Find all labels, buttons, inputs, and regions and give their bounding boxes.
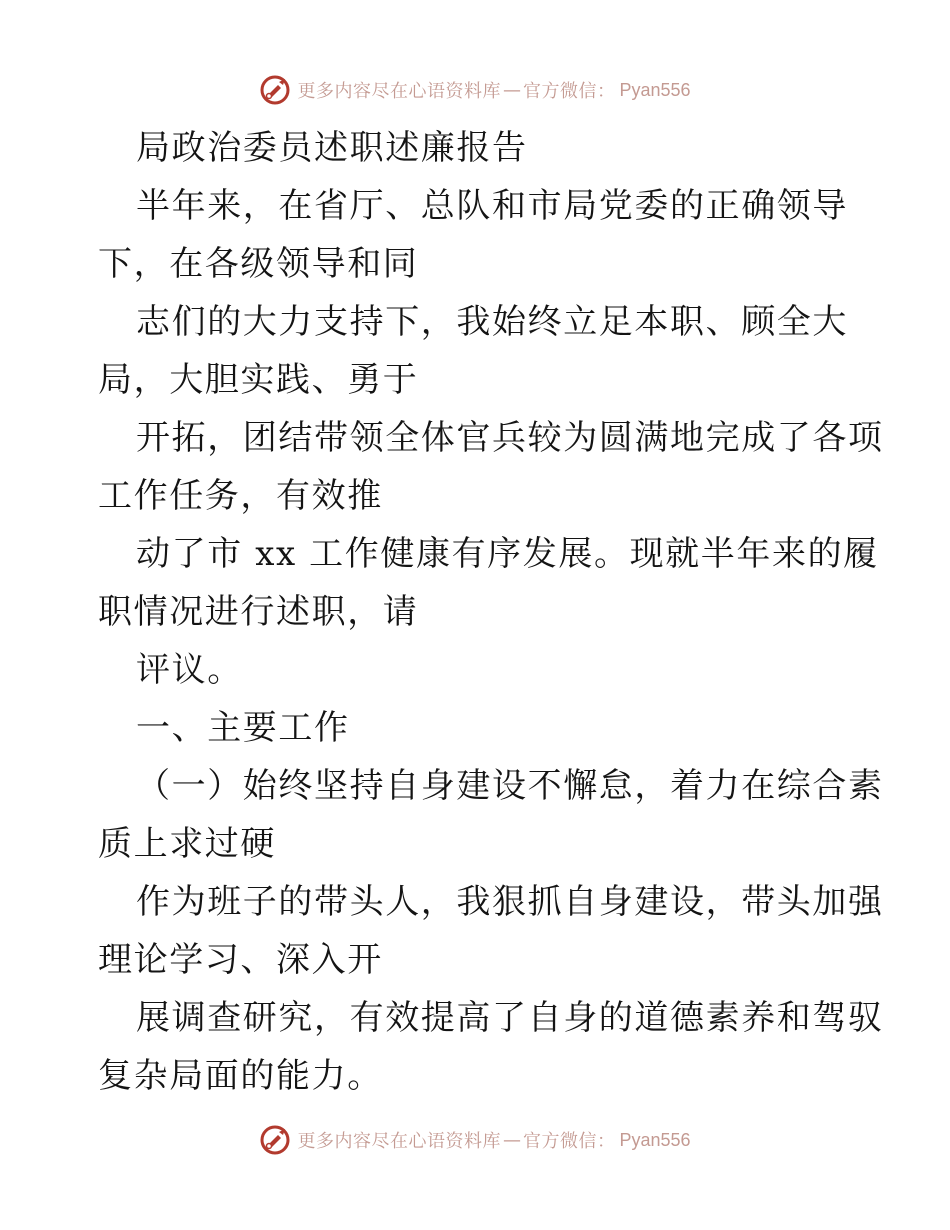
paragraph-line: 职情况进行述职，请 xyxy=(98,592,419,632)
paragraph-line: 开拓，团结带领全体官兵较为圆满地完成了各项 xyxy=(136,418,884,458)
watermark-brand-text: 更多内容尽在心语资料库 xyxy=(297,1131,501,1152)
subsection-heading-continuation: 质上求过硬 xyxy=(98,824,276,864)
watermark-brand-text: 更多内容尽在心语资料库 xyxy=(297,81,501,102)
watermark-wechat-id: Pyan556 xyxy=(619,1129,691,1150)
paragraph-line: 局，大胆实践、勇于 xyxy=(98,360,419,400)
footer-watermark xyxy=(0,1123,950,1157)
header-watermark xyxy=(0,73,950,107)
watermark-separator: — xyxy=(502,79,521,101)
watermark-wechat-label: 官方微信： xyxy=(522,1131,616,1152)
pen-circle-logo-icon xyxy=(259,74,291,106)
paragraph-line: 理论学习、深入开 xyxy=(98,940,383,980)
paragraph-line: 复杂局面的能力。 xyxy=(98,1056,383,1096)
paragraph-line: 下，在各级领导和同 xyxy=(98,244,419,284)
watermark-wechat-id: Pyan556 xyxy=(619,79,691,100)
paragraph-line: 评议。 xyxy=(136,650,243,690)
watermark-wechat-label: 官方微信： xyxy=(522,81,616,102)
paragraph-line: 半年来，在省厅、总队和市局党委的正确领导 xyxy=(136,186,848,226)
paragraph-line: 工作任务，有效推 xyxy=(98,476,383,516)
paragraph-line: 展调查研究，有效提高了自身的道德素养和驾驭 xyxy=(136,998,884,1038)
paragraph-line: 志们的大力支持下，我始终立足本职、顾全大 xyxy=(136,302,848,342)
paragraph-line: 动了市 xx 工作健康有序发展。现就半年来的履 xyxy=(136,534,879,574)
document-body xyxy=(98,119,884,1105)
section-heading: 一、主要工作 xyxy=(136,708,350,748)
document-title: 局政治委员述职述廉报告 xyxy=(136,128,528,168)
subsection-heading: （一）始终坚持自身建设不懈怠，着力在综合素 xyxy=(136,766,884,806)
paragraph-line: 作为班子的带头人，我狠抓自身建设，带头加强 xyxy=(136,882,884,922)
pen-circle-logo-icon xyxy=(259,1124,291,1156)
watermark-separator: — xyxy=(502,1129,521,1151)
